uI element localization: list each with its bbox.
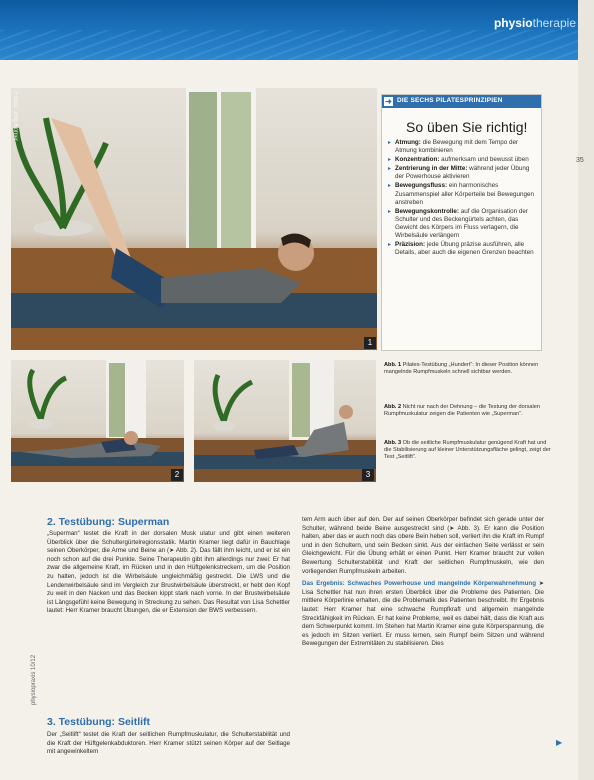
page-edge: [578, 0, 594, 780]
photo-number-1: 1: [364, 337, 376, 349]
principles-list: [388, 139, 538, 258]
principle-item: [388, 182, 538, 206]
result-heading: Das Ergebnis: Schwaches Powerhouse und mangelnde Körperwahrnehmung: [302, 580, 536, 588]
box-title: So üben Sie richtig!: [406, 119, 528, 135]
rubric-suffix: therapie: [532, 16, 576, 30]
seitlift-paragraph: Der „Seitlift“ testet die Kraft der seitlichen Rumpfmuskulatur, die Schulterstabilität und die Kraft der Hüftgelenkabduktoren. Herr Kramer stützt seinen Körper auf der Seitlage mit angewinkeltem: [47, 731, 290, 756]
photo-seitlift-exercise: [194, 360, 376, 482]
box-kicker: DIE SECHS PILATESPRINZIPIEN: [397, 97, 503, 104]
right-column-text: [302, 516, 544, 649]
heading-seitlift: 3. Testübung: Seitlift: [47, 716, 151, 728]
caption-text: Nicht nur nach der Dehnung – die Testung der dorsalen Rumpfmuskulatur zeigen die Patienten wie „Superman“.: [384, 404, 540, 417]
heading-superman: 2. Testübung: Superman: [47, 516, 170, 528]
principle-text: jede Übung präzise ausführen, alle Details, aber auch die eigenen Grenzen beachten: [395, 241, 534, 257]
principle-term: Konzentration:: [395, 156, 440, 164]
result-text: ➤ Lisa Schettler hat nun ihren ersten Überblick über die Probleme des Patienten. Die mittlere Körperlinie erhalten, die die Problematik des Patienten beschreibt. Ihr Ergebnis lautet: Herr Kramer hat eine schwache Rumpfkraft und allgemein mangelnde Streckfähigkeit im Rücken. Er hat keine Probleme, weil es dabei hält, dass die Kraft aus dem Schwerpunkt kommt. Im Stehen hat Martin Kramer eine gute Körperspannung, die es jedoch im Sitzen verliert. Er muss lernen, sein Rumpf beim Sitzen und während Bewegungen der Extremitäten zu stabilisieren. Dies: [302, 580, 545, 648]
principle-item: [388, 139, 538, 155]
caption-label: Abb. 1: [384, 362, 402, 368]
principle-term: Bewegungskontrolle:: [395, 207, 460, 215]
principle-text: auf die Organisation der Schulter und des Beckengürtels achten, das Gewicht des Körpers im Fluss verlagern, die Wirbelsäule verlängern: [395, 207, 528, 240]
principle-item: [388, 241, 538, 257]
right-paragraph-1: tem Arm auch über auf den. Der auf seinen Oberkörper befindet sich gerade unter der Schulter, während beide Beine ausgestreckt sind (➤ Abb. 3). Er kann die Position halten, aber das er auch noch das obere Bein heben soll, verliert ihn die Kraft im Rumpf und in den Schultern, und sein Becken sinkt. Aus der einfachen Seite verlässt er sein Gleichgewicht. Für die Übung erhält er einen Punkt. Herr Kramer braucht zur vollen Bewertung Schulterstabilität und Kraft der seitlichen Rumpfmuskeln, wie den vorliegenden Rumpfmuskeln arbeiten.: [302, 516, 544, 575]
section-rubric: [494, 16, 576, 30]
principle-text: aufmerksam und bewusst üben: [439, 156, 529, 164]
arrow-icon: ➜: [385, 97, 392, 106]
pilates-principles-box: [381, 94, 542, 351]
result-paragraph: [302, 580, 544, 649]
principle-item: [388, 165, 538, 181]
photo-superman-exercise: [11, 360, 184, 482]
caption-text: Pilates-Testübung „Hundert“: In dieser Position können mangelnde Rumpfmuskeln schnell sichtbar werden.: [384, 362, 539, 375]
figure-caption-2: [384, 404, 554, 418]
principle-text: während jeder Übung der Powerhouse aktivieren: [395, 165, 530, 181]
box-kicker-bar: [382, 95, 541, 108]
photo-3-illustration: [194, 360, 376, 482]
figure-caption-3: [384, 440, 554, 461]
rubric-prefix: physio: [493, 16, 533, 30]
superman-body-text: [47, 530, 290, 616]
page-number: 35: [576, 157, 584, 164]
photo-hundert-exercise: [11, 88, 377, 350]
photo-number-2: 2: [171, 469, 183, 481]
photo-number-3: 3: [362, 469, 374, 481]
caption-text: Ob die seitliche Rumpfmuskulatur genügend Kraft hat und die Stabilisierung auf kleiner Unterstützungsfläche gelingt, zeigt der Test „Seitlift“.: [384, 440, 551, 460]
photo-2-illustration: [11, 360, 184, 482]
superman-paragraph: „Superman“ testet die Kraft in der dorsalen Musk ulatur und gibt einen weiteren Überblick über die Schultergürtelregionsstatik. Martin Kramer liegt dafür in Bauchlage seinen Oberkörper, die Arme und Beine an (➤ Abb. 2). Das fällt ihm leicht, und er ist ein noch schon auf die drei Punkte. Seine Therapeutin gibt ihm allerdings nur zwei: Er hat zwar die allgemeine Kraft, im Rücken und in den Hüftgelenkstreckern, um die Position zu halten, jedoch ist die Wirbelsäule ungleichmäßig gestreckt. Die LWS und die Lendenwirbelsäule sind im Vergleich zur Brustwirbelsäule überstreckt, er hebt den Kopf zu weit in den Nacken und das Becken kippt stark nach vorne. In der Brustwirbelsäule ist Längsgefühl keine Bewegung in Streckung zu sehen. Das Resultat von Lisa Schettler lautet: Herr Kramer braucht Übungen, die er Extension der BWS verbessern.: [47, 530, 290, 615]
principle-term: Bewegungsfluss:: [395, 182, 448, 190]
caption-label: Abb. 2: [384, 404, 402, 410]
seitlift-body-text: [47, 731, 290, 757]
principle-item: [388, 208, 538, 240]
continue-arrow-icon: ▶: [556, 738, 563, 747]
photo-1-illustration: [11, 88, 377, 350]
principle-text: ein harmonisches Zusammenspiel aller Körperteile bei Bewegungen anstreben: [395, 182, 534, 206]
principle-term: Präzision:: [395, 241, 426, 249]
footer-issue: physiopraxis 10/12: [31, 654, 37, 705]
header-pattern: [0, 30, 580, 60]
figure-caption-1: [384, 362, 554, 376]
principle-term: Atmung:: [395, 139, 421, 146]
principle-item: [388, 156, 538, 164]
photo-credit: Fotos: Jörg Köhler: [12, 92, 18, 142]
caption-label: Abb. 3: [384, 440, 402, 446]
principle-text: die Bewegung mit dem Tempo der Atmung kombinieren: [395, 139, 519, 155]
principle-term: Zentrierung in der Mitte:: [395, 165, 468, 173]
